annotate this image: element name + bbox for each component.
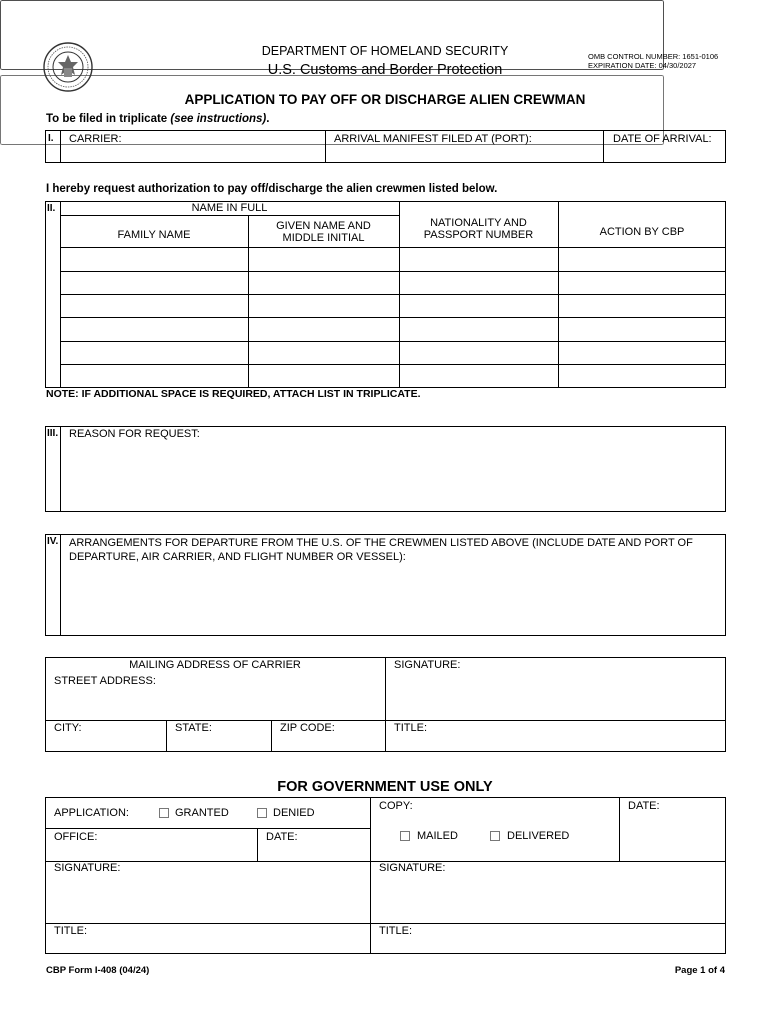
request-statement: I hereby request authorization to pay off/discharge the alien crewmen listed below. xyxy=(46,183,498,195)
action-by-cbp-input[interactable] xyxy=(560,297,728,316)
agency-name: U.S. Customs and Border Protection xyxy=(267,62,503,78)
instructions-suffix: . xyxy=(266,113,270,125)
office-label: OFFICE: xyxy=(54,831,98,843)
zip-code-label: ZIP CODE: xyxy=(280,722,335,734)
gov-date-input[interactable] xyxy=(624,816,726,834)
name-in-full-header: NAME IN FULL xyxy=(191,202,268,214)
form-title: APPLICATION TO PAY OFF OR DISCHARGE ALIEN CREWMAN xyxy=(184,92,586,107)
action-by-cbp-header: ACTION BY CBP xyxy=(599,226,685,238)
nationality-passport-input[interactable] xyxy=(401,320,560,339)
gov-signature-left-input[interactable] xyxy=(50,878,370,920)
denied-label: DENIED xyxy=(273,807,315,819)
signature-label: SIGNATURE: xyxy=(394,659,461,671)
city-input[interactable] xyxy=(50,735,166,751)
state-input[interactable] xyxy=(170,735,271,751)
gov-signature-right-label: SIGNATURE: xyxy=(379,862,446,874)
city-label: CITY: xyxy=(54,722,82,734)
given-name-input[interactable] xyxy=(250,367,401,386)
carrier-label: CARRIER: xyxy=(69,133,122,145)
family-name-input[interactable] xyxy=(62,297,250,316)
gov-title-left-label: TITLE: xyxy=(54,925,88,937)
arrangements-label-line2: DEPARTURE, AIR CARRIER, AND FLIGHT NUMBER OR VESSEL): xyxy=(69,551,406,563)
signature-input[interactable] xyxy=(394,675,726,717)
omb-control-number: OMB CONTROL NUMBER: 1651-0106 xyxy=(588,52,719,61)
delivered-label: DELIVERED xyxy=(507,830,570,842)
nationality-header-line2: PASSPORT NUMBER xyxy=(423,229,534,241)
granted-label: GRANTED xyxy=(175,807,229,819)
gov-title-right-input[interactable] xyxy=(375,938,726,954)
form-number: CBP Form I-408 (04/24) xyxy=(46,965,150,976)
given-name-input[interactable] xyxy=(250,250,401,269)
family-name-input[interactable] xyxy=(62,367,250,386)
action-by-cbp-input[interactable] xyxy=(560,320,728,339)
section-4-number: IV. xyxy=(47,536,59,547)
family-name-input[interactable] xyxy=(62,320,250,339)
delivered-checkbox[interactable] xyxy=(490,831,500,841)
expiration-date: EXPIRATION DATE: 04/30/2027 xyxy=(588,61,697,70)
nationality-passport-input[interactable] xyxy=(401,297,560,316)
state-label: STATE: xyxy=(175,722,212,734)
nationality-passport-input[interactable] xyxy=(401,274,560,293)
zip-code-input[interactable] xyxy=(275,735,385,751)
gov-title-left-input[interactable] xyxy=(50,938,370,954)
arrangements-label-line1: ARRANGEMENTS FOR DEPARTURE FROM THE U.S. OF THE CREWMEN LISTED ABOVE (INCLUDE DATE AND PORT OF xyxy=(69,537,693,549)
title-input[interactable] xyxy=(390,735,726,751)
mailed-checkbox[interactable] xyxy=(400,831,410,841)
date-of-arrival-label: DATE OF ARRIVAL: xyxy=(613,133,712,145)
gov-date-label: DATE: xyxy=(628,800,660,812)
application-label: APPLICATION: xyxy=(54,807,129,819)
date-of-arrival-input[interactable] xyxy=(607,147,726,163)
given-name-input[interactable] xyxy=(250,320,401,339)
nationality-passport-input[interactable] xyxy=(401,367,560,386)
arrival-manifest-label: ARRIVAL MANIFEST FILED AT (PORT): xyxy=(334,133,532,145)
action-by-cbp-input[interactable] xyxy=(560,274,728,293)
family-name-header: FAMILY NAME xyxy=(117,229,191,241)
reason-input[interactable] xyxy=(0,0,664,70)
title-label: TITLE: xyxy=(394,722,428,734)
action-by-cbp-input[interactable] xyxy=(560,250,728,269)
office-input[interactable] xyxy=(50,845,257,861)
section-1-number: I. xyxy=(48,133,54,144)
office-date-input[interactable] xyxy=(262,845,370,861)
gov-signature-left-label: SIGNATURE: xyxy=(54,862,121,874)
gov-signature-right-input[interactable] xyxy=(375,878,726,920)
government-use-heading: FOR GOVERNMENT USE ONLY xyxy=(277,779,493,795)
family-name-input[interactable] xyxy=(62,274,250,293)
section-2-number: II. xyxy=(47,203,56,214)
mailed-label: MAILED xyxy=(417,830,458,842)
department-name: DEPARTMENT OF HOMELAND SECURITY xyxy=(261,44,509,58)
gov-title-right-label: TITLE: xyxy=(379,925,413,937)
street-address-label: STREET ADDRESS: xyxy=(54,675,156,687)
filing-instructions xyxy=(46,113,269,126)
family-name-input[interactable] xyxy=(62,250,250,269)
mailing-address-heading: MAILING ADDRESS OF CARRIER xyxy=(129,659,301,671)
nationality-passport-input[interactable] xyxy=(401,344,560,363)
action-by-cbp-input[interactable] xyxy=(560,367,728,386)
instructions-prefix: To be filed in triplicate xyxy=(46,113,171,125)
given-name-input[interactable] xyxy=(250,274,401,293)
granted-checkbox[interactable] xyxy=(159,808,169,818)
given-name-input[interactable] xyxy=(250,297,401,316)
nationality-passport-input[interactable] xyxy=(401,250,560,269)
nationality-header-line1: NATIONALITY AND xyxy=(430,217,527,229)
office-date-label: DATE: xyxy=(266,831,298,843)
given-name-header-line2: MIDDLE INITIAL xyxy=(282,232,365,244)
action-by-cbp-input[interactable] xyxy=(560,344,728,363)
denied-checkbox[interactable] xyxy=(257,808,267,818)
instructions-link[interactable]: (see instructions) xyxy=(170,113,267,125)
arrival-manifest-input[interactable] xyxy=(329,147,603,163)
carrier-input[interactable] xyxy=(64,147,324,163)
additional-space-note: NOTE: IF ADDITIONAL SPACE IS REQUIRED, ATTACH LIST IN TRIPLICATE. xyxy=(46,388,421,400)
copy-label: COPY: xyxy=(379,800,413,812)
given-name-header-line1: GIVEN NAME AND xyxy=(276,220,371,232)
family-name-input[interactable] xyxy=(62,344,250,363)
reason-label: REASON FOR REQUEST: xyxy=(69,428,200,440)
dhs-seal-icon xyxy=(43,42,93,92)
section-3-number: III. xyxy=(47,428,59,439)
street-address-input[interactable] xyxy=(54,690,384,708)
given-name-input[interactable] xyxy=(250,344,401,363)
page-number: Page 1 of 4 xyxy=(674,965,725,976)
